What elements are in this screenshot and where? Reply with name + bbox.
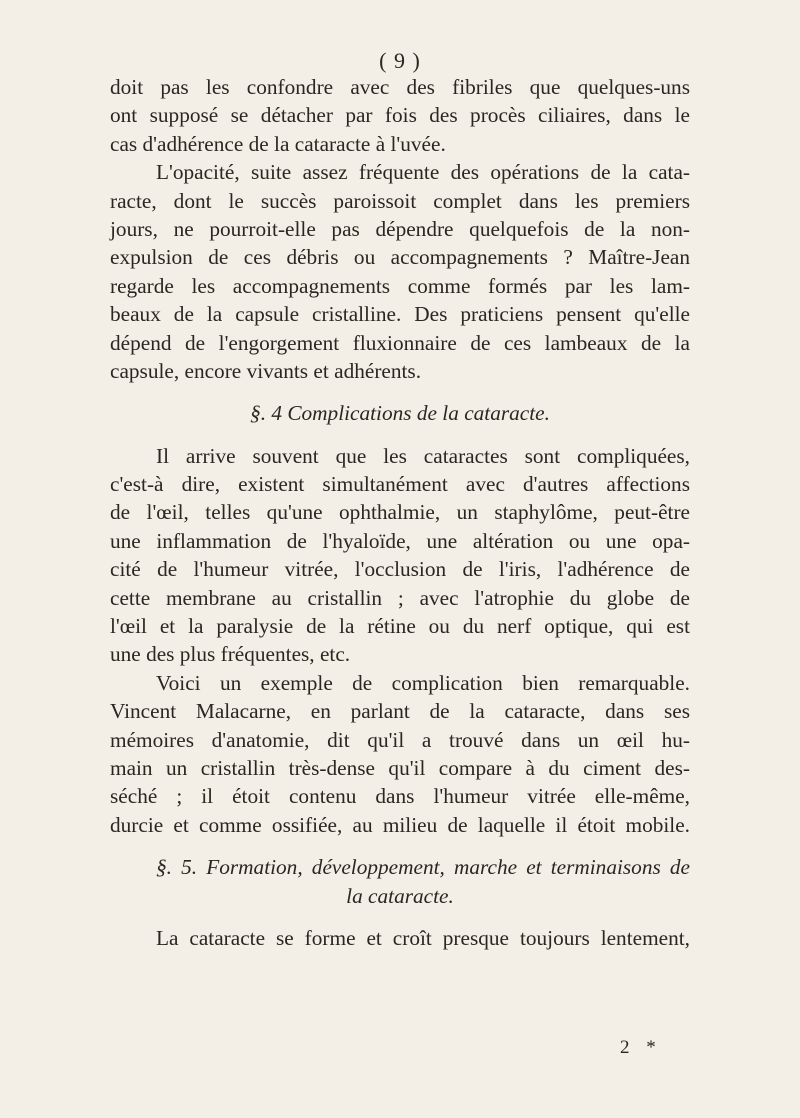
text-line: dépend de l'engorgement fluxionnaire de ces lambeaux de la — [110, 330, 690, 355]
text-line: Voici un exemple de complication bien remarquable. — [156, 670, 690, 695]
text-line: capsule, encore vivants et adhérents. — [110, 358, 422, 383]
text-line: cité de l'humeur vitrée, l'occlusion de l'iris, l'adhérence de — [110, 557, 690, 582]
page-number: ( 9 ) — [379, 48, 421, 73]
text-line: une inflammation de l'hyaloïde, une altération ou une opa- — [110, 528, 690, 553]
text-line: une des plus fréquentes, etc. — [110, 642, 351, 667]
section-heading-continued: la cataracte. — [346, 883, 454, 908]
body-text — [110, 73, 690, 952]
text-line: main un cristallin très-dense qu'il compare à du ciment des- — [110, 755, 690, 780]
text-line: doit pas les confondre avec des fibriles que quelques-uns — [110, 75, 690, 99]
text-line: jours, ne pourroit-elle pas dépendre quelquefois de la non- — [110, 216, 690, 241]
text-line: Vincent Malacarne, en parlant de la cataracte, dans ses — [110, 699, 690, 724]
section-heading: §. 4 Complications de la cataracte. — [250, 401, 550, 426]
text-line: beaux de la capsule cristalline. Des praticiens pensent qu'elle — [110, 302, 690, 327]
text-line: cette membrane au cristallin ; avec l'atrophie du globe de — [110, 585, 690, 610]
text-line: c'est-à dire, existent simultanément avec d'autres affections — [110, 472, 690, 497]
text-line: Il arrive souvent que les cataractes sont compliquées, — [156, 443, 690, 468]
text-line: l'œil et la paralysie de la rétine ou du nerf optique, qui est — [110, 614, 690, 639]
text-line: L'opacité, suite assez fréquente des opérations de la cata- — [156, 160, 690, 185]
text-line: regarde les accompagnements comme formés par les lam- — [110, 273, 690, 298]
text-line: La cataracte se forme et croît presque toujours lentement, — [156, 925, 690, 950]
text-line: durcie et comme ossifiée, au milieu de laquelle il étoit mobile. — [110, 812, 690, 837]
section-heading: §. 5. Formation, développement, marche et terminaisons de — [156, 855, 690, 880]
text-line: cas d'adhérence de la cataracte à l'uvée. — [110, 131, 446, 156]
text-line: ont supposé se détacher par fois des procès ciliaires, dans le — [110, 103, 690, 128]
text-line: de l'œil, telles qu'une ophthalmie, un staphylôme, peut-être — [110, 500, 690, 525]
signature-mark: 2 * — [620, 1037, 662, 1058]
text-line: expulsion de ces débris ou accompagnements ? Maître-Jean — [110, 245, 690, 270]
text-line: séché ; il étoit contenu dans l'humeur vitrée elle-même, — [110, 784, 690, 809]
text-line: racte, dont le succès paroissoit complet dans les premiers — [110, 188, 690, 213]
text-line: mémoires d'anatomie, dit qu'il a trouvé dans un œil hu- — [110, 727, 690, 752]
